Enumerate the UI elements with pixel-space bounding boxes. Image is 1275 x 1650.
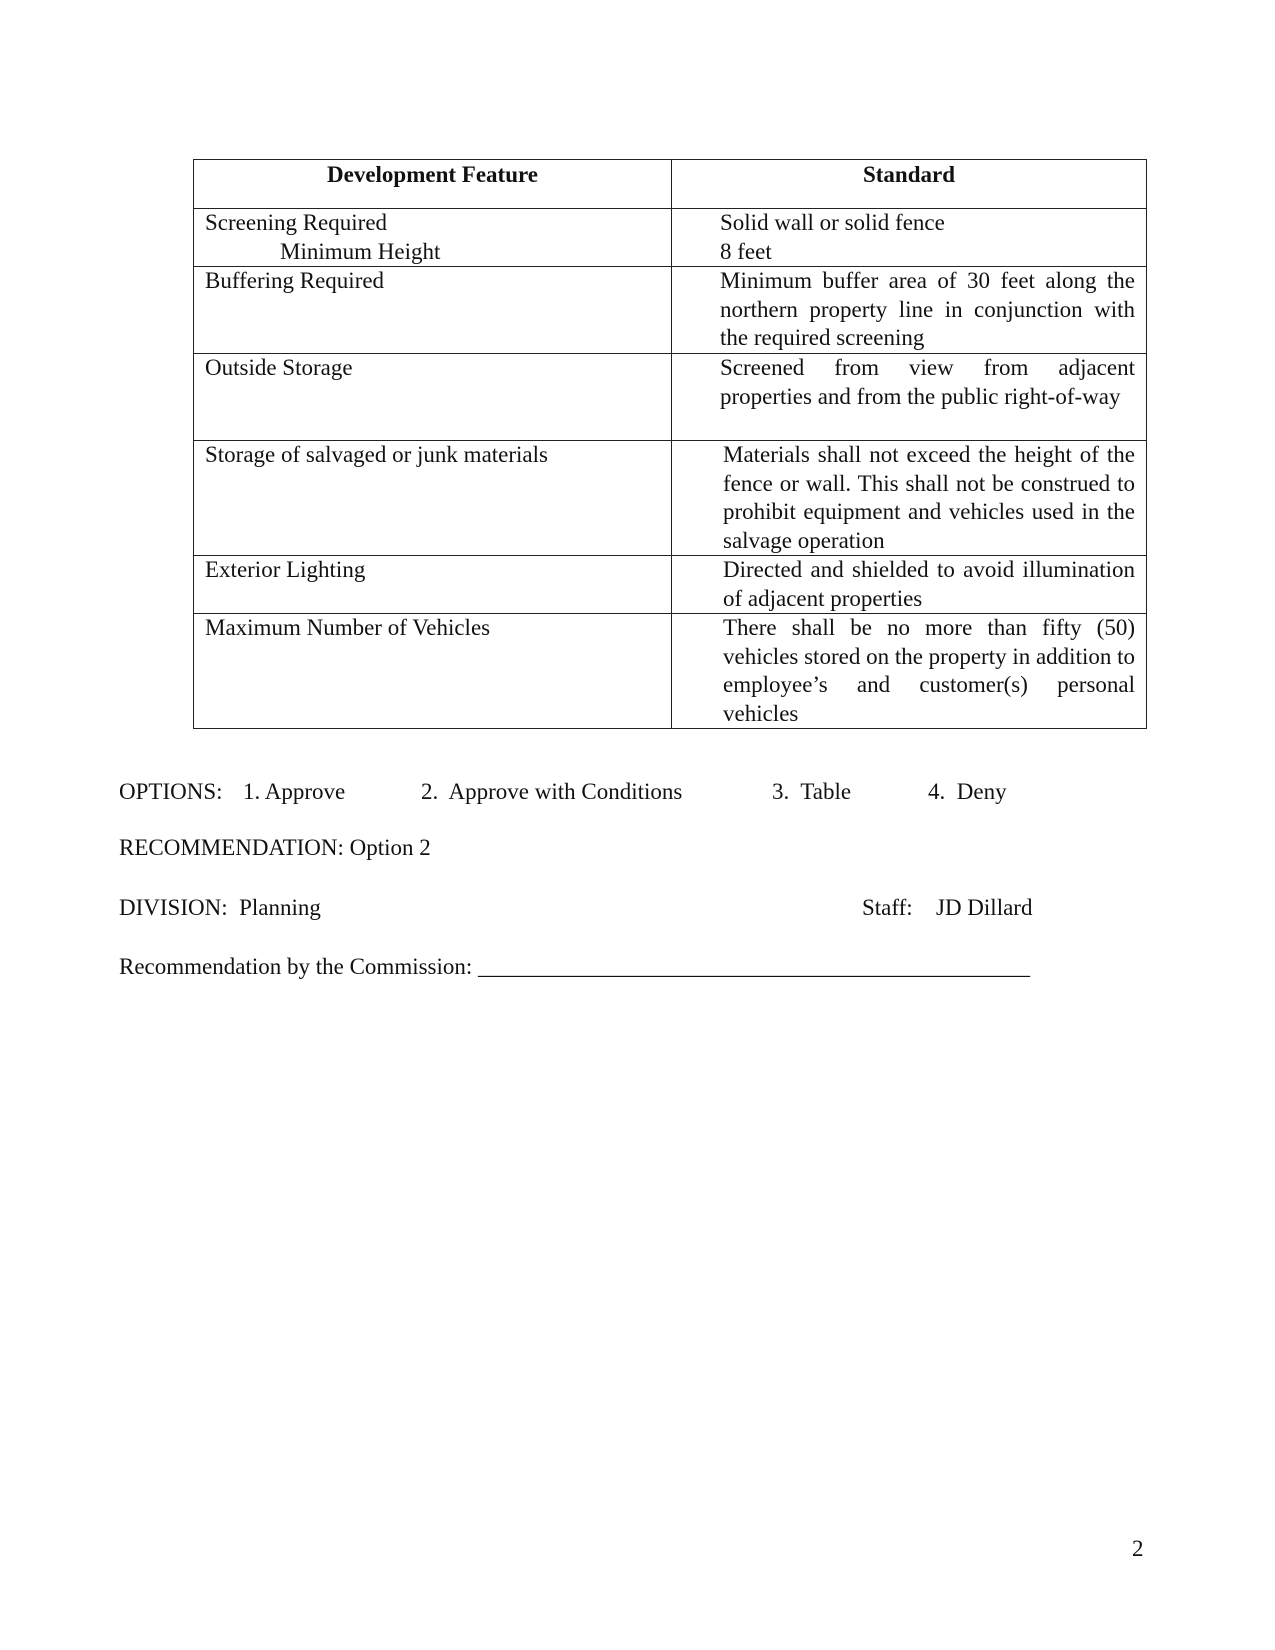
standard-cell: Screened from view from adjacent properties and from the public right-of-way	[672, 354, 1147, 441]
feature-cell: Outside Storage	[194, 354, 672, 441]
feature-text: Screening Required	[205, 210, 388, 235]
feature-cell	[194, 209, 672, 267]
division: DIVISION: Planning	[119, 895, 321, 920]
table-row	[194, 441, 1147, 556]
standard-cell: Directed and shielded to avoid illumination of adjacent properties	[672, 556, 1147, 614]
commission-recommendation-line: Recommendation by the Commission: ________________________________________________	[119, 954, 1031, 979]
standard-text: Solid wall or solid fence	[720, 210, 945, 235]
feature-cell: Maximum Number of Vehicles	[194, 614, 672, 729]
option-approve: 1. Approve	[243, 779, 346, 804]
table-row	[194, 267, 1147, 354]
table-row	[194, 354, 1147, 441]
standard-cell: Minimum buffer area of 30 feet along the northern property line in conjunction with the required screening	[672, 267, 1147, 354]
standard-text: 8 feet	[720, 238, 772, 264]
sub-feature-text: Minimum Height	[280, 238, 441, 264]
table-row	[194, 209, 1147, 267]
staff-name: JD Dillard	[936, 895, 1033, 920]
standard-cell: There shall be no more than fifty (50) vehicles stored on the property in addition to employee’s and customer(s) personal vehicles	[672, 614, 1147, 729]
standard-cell	[672, 209, 1147, 267]
table-row	[194, 614, 1147, 729]
option-table: 3. Table	[772, 779, 852, 804]
option-approve-with-conditions: 2. Approve with Conditions	[421, 779, 683, 804]
recommendation: RECOMMENDATION: Option 2	[119, 835, 431, 860]
standard-cell: Materials shall not exceed the height of the fence or wall. This shall not be construed to prohibit equipment and vehicles used in the salvage operation	[672, 441, 1147, 556]
options-label: OPTIONS:	[119, 779, 223, 804]
development-standards-table	[193, 159, 1147, 729]
option-deny: 4. Deny	[928, 779, 1007, 804]
table-row	[194, 556, 1147, 614]
header-standard: Standard	[672, 160, 1147, 209]
feature-cell: Exterior Lighting	[194, 556, 672, 614]
table-header-row	[194, 160, 1147, 209]
page-number: 2	[1132, 1536, 1144, 1561]
header-development-feature: Development Feature	[194, 160, 672, 209]
feature-cell: Storage of salvaged or junk materials	[194, 441, 672, 556]
staff-label: Staff:	[862, 895, 913, 920]
feature-cell: Buffering Required	[194, 267, 672, 354]
